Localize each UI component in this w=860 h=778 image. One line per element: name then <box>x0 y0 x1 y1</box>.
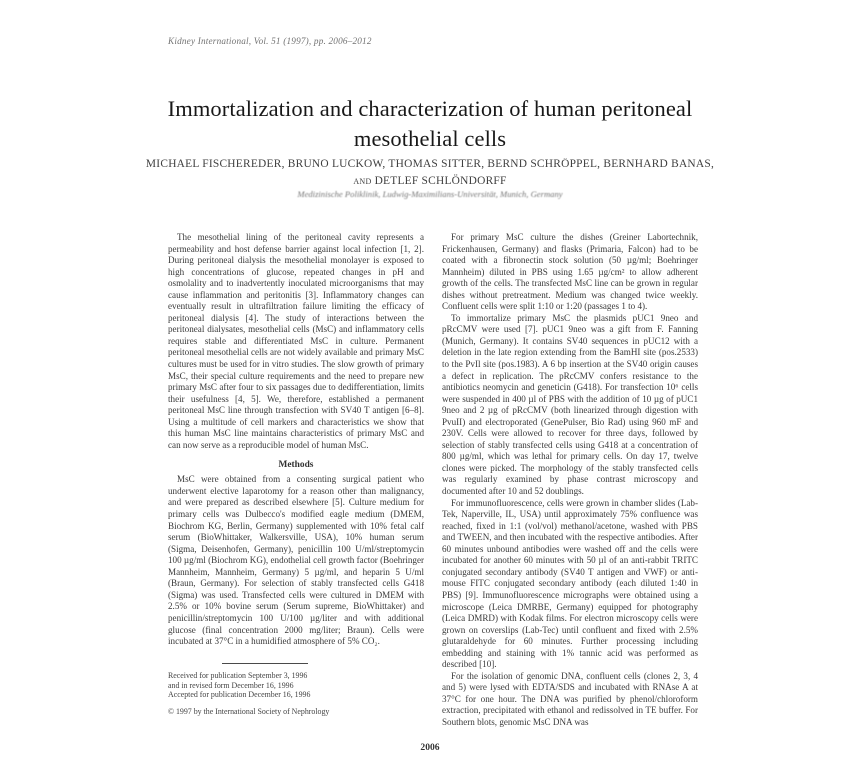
methods-heading: Methods <box>278 460 314 471</box>
left-column <box>168 232 424 648</box>
running-head: Kidney International, Vol. 51 (1997), pp. 2006–2012 <box>168 36 372 46</box>
footnote-block <box>168 671 424 716</box>
footnote-divider <box>222 663 308 664</box>
methods-paragraph-culture: For primary MsC culture the dishes (Greiner Labortechnik, Frickenhausen, Germany) and flasks (Primaria, Falcon) had to be coated with a fibronectin stock solution (50 µg/ml; Boehringer Mannheim) diluted in PBS using 1.65 µg/cm² to allow adherent growth of the cells. The transfected MsC line can be grown in regular dishes without pretreatment. Medium was changed twice weekly. Confluent cells were split 1:10 or 1:20 (passages 1 to 4). <box>442 232 698 312</box>
page-number: 2006 <box>420 742 440 753</box>
author-line-1: MICHAEL FISCHEREDER, BRUNO LUCKOW, THOMAS SITTER, BERND SCHRÖPPEL, BERNHARD BANAS, <box>145 158 715 170</box>
page-title: Immortalization and characterization of human peritoneal mesothelial cells <box>167 96 693 151</box>
received-date: Received for publication September 3, 1996 <box>168 671 308 680</box>
author-list <box>130 156 730 190</box>
methods-paragraph-dna: For the isolation of genomic DNA, confluent cells (clones 2, 3, 4 and 5) were lysed with EDTA/SDS and incubated with RNAse A at 37°C for one hour. The DNA was purified by phenol/chloroform extraction, precipitated with ethanol and redissolved in TE buffer. For Southern blots, genomic MsC DNA was <box>442 670 698 727</box>
copyright-notice: © 1997 by the International Society of Nephrology <box>168 706 330 716</box>
intro-paragraph: The mesothelial lining of the peritoneal cavity represents a permeability and host defense barrier against local infection [1, 2]. During peritoneal dialysis the mesothelial monolayer is exposed to high concentrations of glucose, repeated changes in pH and osmolality and to inadvertently inoculated microorganisms that may cause inflammation and peritonitis [3]. Inflammatory changes can eventually result in ultrafiltration failure limiting the efficacy of peritoneal dialysis [4]. The study of interactions between the peritoneal dialysates, mesothelial cells (MsC) and inflammatory cells requires stable and differentiated MsC in culture. Permanent peritoneal mesothelial cells are not widely available and primary MsC cultures must be used for in vitro studies. The slow growth of primary MsC, their special culture requirements and the need to prepare new primary MsC after four to six passages due to dedifferentiation, limits their usefulness [4, 5]. We, therefore, established a permanent peritoneal MsC line through transfection with SV40 T antigen [6–8]. Using a multitude of cell markers and characteristics we show that this human MsC line maintains characteristics of primary MsC and can now serve as a reproducible model of human MsC. <box>168 232 424 450</box>
publication-dates <box>168 671 424 700</box>
affiliation: Medizinische Poliklinik, Ludwig-Maximilians-Universität, Munich, Germany <box>297 189 563 199</box>
revised-date: and in revised form December 16, 1996 <box>168 680 294 690</box>
right-column <box>442 232 698 729</box>
author-line-2: and DETLEF SCHLÖNDORFF <box>353 175 507 187</box>
methods-paragraph-immunofluorescence: For immunofluorescence, cells were grown in chamber slides (Lab-Tek, Naperville, IL, USA) until approximately 75% confluence was reached, fixed in 1:1 (vol/vol) methanol/acetone, washed with PBS and TWEEN, and then incubated with the respective antibodies. After 60 minutes unbound antibodies were washed off and the cells were incubated for another 60 minutes with 50 µl of an anti-rabbit TRITC conjugated secondary antibody (SV40 T antigen and VWF) or anti-mouse FITC conjugated secondary antibody (each diluted 1:40 in PBS) [9]. Immunofluorescence micrographs were obtained using a microscope (Leica DMRBE, Germany) equipped for photography (Leica DMRD) with Kodak films. For electron microscopy cells were grown on coverslips (Lab-Tec) until confluent and fixed with 2.5% glutaraldehyde for 60 minutes. Further processing including embedding and staining with 1% tannic acid was performed as described [10]. <box>442 497 698 670</box>
methods-paragraph: MsC were obtained from a consenting surgical patient who underwent elective laparotomy for a reason other than malignancy, and were prepared as described elsewhere [5]. Culture medium for primary cells was Dulbecco's modified eagle medium (DMEM, Biochrom KG, Berlin, Germany) supplemented with 10% fetal calf serum (BioWhittaker, Walkersville, USA), 10% human serum (Sigma, Deisenhofen, Germany), penicillin 100 U/ml/streptomycin 100 µg/ml (Biochrom KG), endothelial cell growth factor (Boehringer Mannheim, Mannheim, Germany) 5 µg/ml, and heparin 5 U/ml (Braun, Germany). For selection of stably transfected cells G418 (Sigma) was used. Transfected cells were cultured in DMEM with 2.5% or 10% bovine serum (Serum supreme, BioWhittaker) and penicillin/streptomycin 100 U/100 µg/liter and with additional glucose (final concentration 2000 mg/liter; Braun). Cells were incubated at 37°C in a humidified atmosphere of 5% CO₂. <box>168 474 425 647</box>
methods-paragraph-immortalization: To immortalize primary MsC the plasmids pUC1 9neo and pRcCMV were used [7]. pUC1 9neo was a gift from F. Fanning (Munich, Germany). It contains SV40 sequences in pUC12 with a deletion in the late region extending from the BamHI site (pos.2533) to the PvIl site (pos.1983). A 6 bp insertion at the SV40 origin causes a defect in replication. The pRcCMV confers resistance to the antibiotics neomycin and geneticin (G418). For transfection 10⁶ cells were suspended in 400 µl of PBS with the addition of 10 µg of pUC1 9neo and 2 µg of pRcCMV (both linearized through digestion with PvuII) and electroporated (GenePulser, Bio Rad) using 960 mF and 230V. Cells were allowed to recover for three days, followed by selection of stably transfected cells using G418 at a concentration of 800 µg/ml, which was lethal for primary cells. On day 17, twelve clones were picked. The morphology of the stably transfected cells was regularly examined by phase contrast microscopy and documented after 10 and 52 doublings. <box>442 312 698 497</box>
accepted-date: Accepted for publication December 16, 1996 <box>168 690 311 700</box>
